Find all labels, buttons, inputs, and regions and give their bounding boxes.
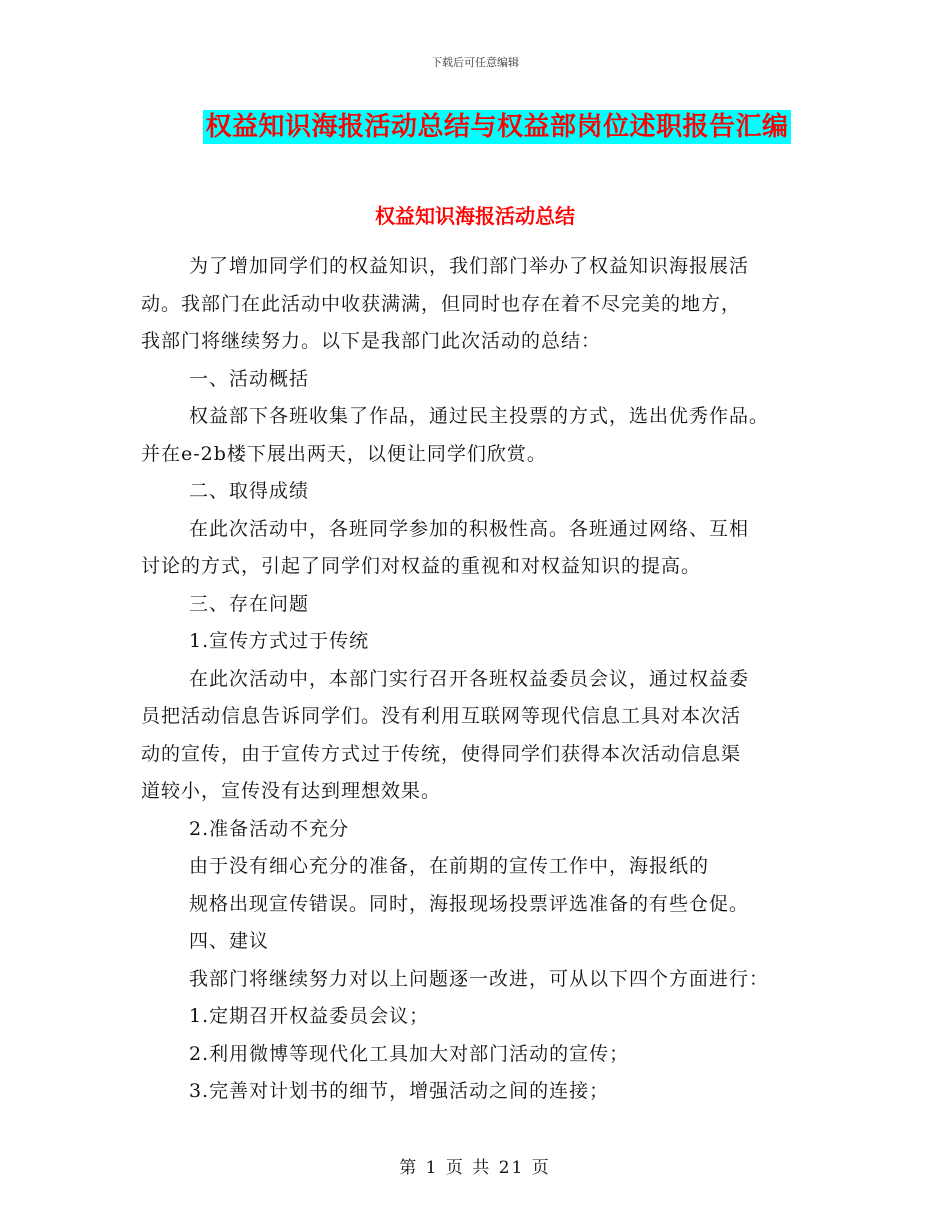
document-body bbox=[141, 248, 821, 1111]
body-line: 四、建议 bbox=[189, 930, 270, 952]
body-line: 我部门将继续努力对以上问题逐一改进，可从以下四个方面进行： bbox=[189, 967, 770, 990]
body-line: 1.宣传方式过于传统 bbox=[189, 630, 370, 652]
section-title: 权益知识海报活动总结 bbox=[375, 204, 575, 228]
body-line: 3.完善对计划书的细节，增强活动之间的连接； bbox=[189, 1080, 610, 1102]
main-title-container bbox=[0, 110, 950, 144]
body-line: 2.利用微博等现代化工具加大对部门活动的宣传； bbox=[189, 1042, 630, 1065]
body-line: 并在e-2b楼下展出两天，以便让同学们欣赏。 bbox=[141, 442, 547, 465]
body-line: 三、存在问题 bbox=[189, 592, 310, 615]
body-line: 员把活动信息告诉同学们。没有利用互联网等现代信息工具对本次活 bbox=[141, 705, 742, 727]
body-line: 道较小，宣传没有达到理想效果。 bbox=[141, 780, 442, 802]
body-line: 动。我部门在此活动中收获满满，但同时也存在着不尽完美的地方， bbox=[141, 292, 742, 315]
body-line: 一、活动概括 bbox=[189, 367, 310, 390]
body-line: 由于没有细心充分的准备，在前期的宣传工作中，海报纸的 bbox=[189, 855, 710, 877]
body-line: 权益部下各班收集了作品，通过民主投票的方式，选出优秀作品。 bbox=[189, 405, 770, 427]
body-line: 2.准备活动不充分 bbox=[189, 817, 350, 840]
body-line: 1.定期召开权益委员会议； bbox=[189, 1005, 430, 1027]
header-note: 下载后可任意编辑 bbox=[431, 56, 519, 69]
body-line: 动的宣传，由于宣传方式过于传统，使得同学们获得本次活动信息渠 bbox=[141, 742, 742, 765]
body-line: 讨论的方式，引起了同学们对权益的重视和对权益知识的提高。 bbox=[141, 555, 702, 577]
body-line: 在此次活动中，各班同学参加的积极性高。各班通过网络、互相 bbox=[189, 517, 750, 540]
page-footer: 第 1 页 共 21 页 bbox=[399, 1158, 551, 1178]
body-line: 为了增加同学们的权益知识，我们部门举办了权益知识海报展活 bbox=[189, 255, 750, 277]
body-line: 我部门将继续努力。以下是我部门此次活动的总结： bbox=[141, 330, 602, 352]
body-line: 规格出现宣传错误。同时，海报现场投票评选准备的有些仓促。 bbox=[189, 892, 750, 915]
body-line: 二、取得成绩 bbox=[189, 480, 310, 502]
main-title: 权益知识海报活动总结与权益部岗位述职报告汇编 bbox=[205, 112, 789, 142]
body-line: 在此次活动中，本部门实行召开各班权益委员会议，通过权益委 bbox=[189, 667, 750, 690]
